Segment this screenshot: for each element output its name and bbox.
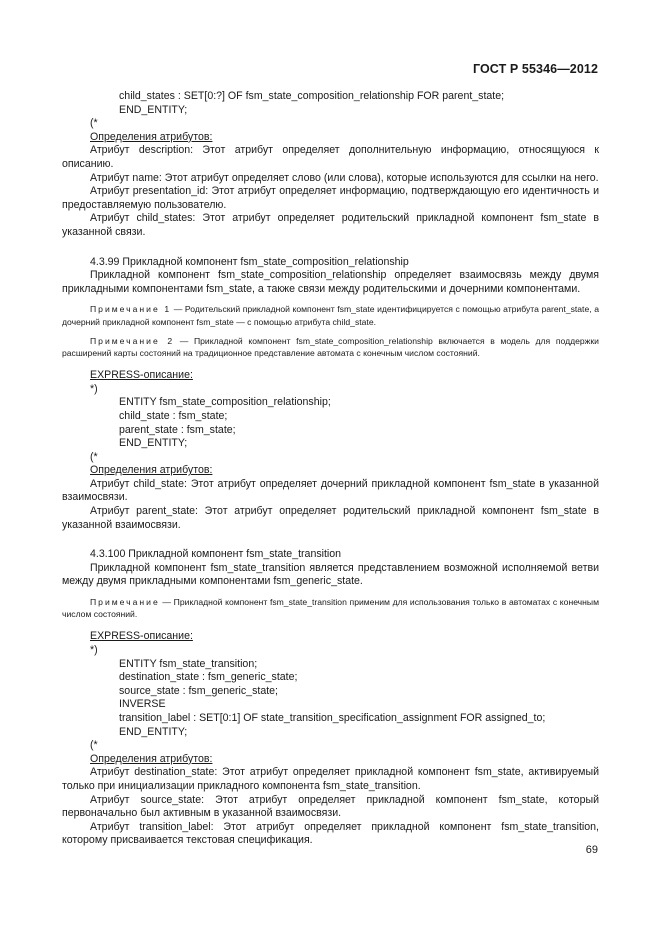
code-line: source_state : fsm_generic_state; xyxy=(119,684,278,697)
text-line: (* xyxy=(90,739,98,752)
note xyxy=(62,335,599,359)
code-line: parent_state : fsm_state; xyxy=(119,423,236,436)
spacer xyxy=(62,328,599,335)
code-line: transition_label : SET[0:1] OF state_transition_specification_assignment FOR assigned_to; xyxy=(119,712,546,724)
note-label: Примечание 1 xyxy=(90,304,172,315)
page-number: 69 xyxy=(585,844,598,856)
note-text: — Прикладной компонент fsm_state_transition применим для использования только в автоматах с конечным числом состояний. xyxy=(62,597,599,620)
paragraph: Атрибут parent_state: Этот атрибут определяет родительский прикладной компонент fsm_state в указанной взаимосвязи. xyxy=(62,505,599,531)
paragraph: Атрибут source_state: Этот атрибут определяет прикладной компонент fsm_state, который первоначально был активным в указанной взаимосвязи. xyxy=(62,793,599,820)
code-line: INVERSE xyxy=(119,698,166,711)
spacer xyxy=(62,296,599,303)
note-label: Примечание xyxy=(90,597,160,608)
code-line: child_states : SET[0:?] OF fsm_state_composition_relationship FOR parent_state; xyxy=(119,90,505,102)
paragraph: Атрибут description: Этот атрибут определяет дополнительную информацию, относящуюся к описанию. xyxy=(62,144,599,170)
paragraph: Атрибут destination_state: Этот атрибут определяет прикладной компонент fsm_state, активируемый только при инициализации прикладного компонента fsm_state_transition. xyxy=(62,766,599,792)
paragraph: Атрибут child_state: Этот атрибут определяет дочерний прикладной компонент fsm_state в указанной взаимосвязи. xyxy=(62,477,599,504)
text-line: 4.3.99 Прикладной компонент fsm_state_composition_relationship xyxy=(90,255,409,268)
text-line: (* xyxy=(90,117,98,130)
text-line: 4.3.100 Прикладной компонент fsm_state_transition xyxy=(90,548,342,561)
spacer xyxy=(62,589,599,596)
section-label: EXPRESS-описание: xyxy=(90,369,193,382)
paragraph: Атрибут child_states: Этот атрибут определяет родительский прикладной компонент fsm_state в указанной связи. xyxy=(62,212,599,238)
note-text: — Прикладной компонент fsm_state_composition_relationship включается в модель для поддержки расширений карты состояний на традиционное представление автомата с конечным числом состояний. xyxy=(62,335,599,358)
paragraph: Атрибут transition_label: Этот атрибут определяет прикладной компонент fsm_state_transition, которому присваивается текстовая спецификация. xyxy=(62,820,599,847)
standard-header: ГОСТ Р 55346—2012 xyxy=(472,62,598,76)
spacer xyxy=(62,359,599,369)
spacer xyxy=(62,620,599,630)
section-label: EXPRESS-описание: xyxy=(90,630,193,643)
code-line: destination_state : fsm_generic_state; xyxy=(119,671,298,684)
document-body xyxy=(62,90,599,848)
note-label: Примечание 2 xyxy=(90,335,175,346)
spacer xyxy=(62,532,599,548)
code-line: ENTITY fsm_state_transition; xyxy=(119,657,258,670)
text-line: *) xyxy=(90,644,98,657)
code-line: ENTITY fsm_state_composition_relationship; xyxy=(119,396,331,409)
paragraph: Атрибут name: Этот атрибут определяет слово (или слова), которые используются для ссылки на него. xyxy=(90,171,599,184)
code-line: END_ENTITY; xyxy=(119,437,188,450)
code-line: child_state : fsm_state; xyxy=(119,409,228,422)
paragraph: Прикладной компонент fsm_state_composition_relationship определяет взаимосвязь между двумя прикладными компонентами fsm_state, а также связи между родительскими и дочерними компонентами. xyxy=(62,269,599,295)
section-label: Определения атрибутов: xyxy=(90,752,213,765)
text-line: (* xyxy=(90,450,98,463)
paragraph: Атрибут presentation_id: Этот атрибут определяет информацию, подтверждающую его идентичность и предоставляемую пользователю. xyxy=(62,185,599,211)
section-label: Определения атрибутов: xyxy=(90,464,213,477)
code-line: END_ENTITY; xyxy=(119,725,188,738)
code-line: END_ENTITY; xyxy=(119,103,188,116)
paragraph: Прикладной компонент fsm_state_transition является представлением возможной исполняемой ветви между двумя прикладными компонентами fsm_generic_state. xyxy=(62,561,599,588)
spacer xyxy=(62,240,599,256)
note-text: — Родительский прикладной компонент fsm_state идентифицируется с помощью атрибута parent_state, а дочерний прикладной компонент fsm_state — с помощью атрибута child_state. xyxy=(62,304,599,327)
note xyxy=(62,303,599,327)
note xyxy=(62,596,599,620)
text-line: *) xyxy=(90,382,98,395)
section-label: Определения атрибутов: xyxy=(90,130,213,143)
